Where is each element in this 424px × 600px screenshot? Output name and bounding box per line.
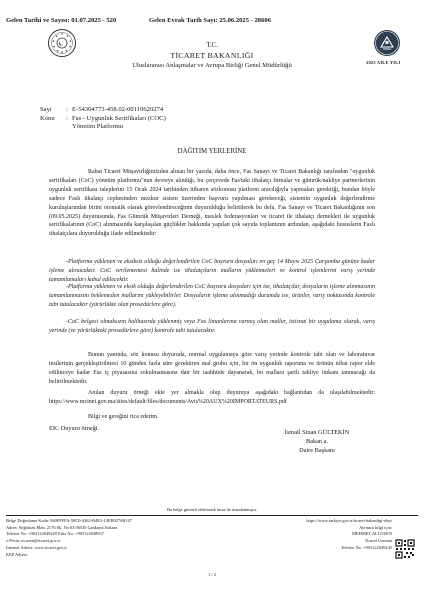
- body-bullet-3: -CoC belgesi olmaksızın halihazırda yüklenmiş veya Fas limanlarına varmış olan mallar, istisnai bir uygulama olarak, varış yerinde (ve yürürlükteki prosedürlere göre) kontrole tabi tutulacaktır.: [49, 319, 375, 334]
- address: Adres: Söğütözü Mah. 2176 Sk. No:63 06530 Çankaya/Ankara: [6, 524, 118, 530]
- contact-person: MEHMET ALİ ÖZEN: [352, 531, 392, 537]
- tc-label: T.C.: [206, 42, 218, 49]
- e-signature-note: Bu belge güvenli elektronik imza ile imzalanmıştır.: [166, 507, 258, 512]
- signatory-title: Bakan a.: [305, 438, 329, 445]
- qr-code-icon: [395, 539, 415, 559]
- verification-url[interactable]: https://www.turkiye.gov.tr/ticaret-bakanligi-ebys: [306, 518, 392, 523]
- email: e-Posta: m.ozen@ticaret.gov.tr: [6, 538, 61, 544]
- subject-value-line-2: Yönetim Platformu: [72, 123, 124, 130]
- distribution-title: DAĞITIM YERLERİNE: [177, 148, 247, 155]
- reference-number-value: E-54304773-458.02-00110620274: [72, 106, 164, 113]
- body-paragraph-1: Rabat Ticaret Müşavirliğimizden alınan bir yazıda, daha önce, Fas Sanayi ve Ticaret Bakanlığı tarafından "uygunluk sertifikaları (CoC) yönetim platformu"nun devreye alındığı, bu çerçevede Fas'taki ithalatçı firmalar ve gümrük/nakliye partnerlerinin uygunluk sertifikası taleplerini 15 Ocak 2024 tarihinden itibaren sözkonusu platform aracılığıyla yapmaları gerektiği, bundan böyle sadece Faslı ithalatçı cephesinden mezkur sistem üzerinden başvuru yapılması gerekeceği, sistemin uygunluk değerlendirme kuruluşlarından birini otomatik olarak görevlendireceğinin duyurulduğu belirtilerek bu defa, Fas Sanayi ve Ticaret Bakanlığının son (09.05.2025) duyurusunda, Fas Gümrük Müşavirleri Derneği, meslek federasyonları ve ticaret ile ithalatçı dernekleri ile uygunluk sertifikalarının (CoC) alınmasında karşılaşılan güçlükler hakkında yapılan çok sayıda toplantının ardından, aşağıdaki hususların Faslı ithalatçılara duyurulduğu ifade edilmektedir:: [49, 169, 375, 238]
- incoming-document-date-number: Gelen Evrak Tarih Sayı: 25.06.2025 - 28606: [149, 17, 271, 24]
- body-bullet-1: -Platforma yüklenen ve eksiksiz olduğu değerlendirilen CoC başvuru dosyaları en geç 14 Mayıs 2025 Çarşamba gününe kadar işleme alınacaktır. CoC verilememesi halinde ise ithalatçıların malların yükletmeleri ve kontrol işlemlerini varış yerinde tamamlamaları kabul edilecektir.: [49, 259, 375, 283]
- subject-value-line-1: Fas - Uygunluk Sertifikaları (COC): [72, 115, 166, 122]
- footer-contact-left: [6, 518, 132, 558]
- contact-phone: Telefon No: +903122049245: [341, 544, 392, 550]
- footer-divider: [6, 515, 418, 516]
- info-label: Ayrıntılı bilgi için:: [359, 524, 392, 530]
- body-paragraph-2: Bunun yanında, söz konusu duyuruda, normal uygulamaya göre varış yerinde kontrole tabi olan ve laboratuvar testlerinin gerçekleştirilmesi 10 günden fazla süre gerektiren mal grubu için, bir ön uygunluk raporuna ve ürünün nihai rapor elde edilinceye kadar Fas iç piyasasına sokulmamasına dair bir taahhüde dayanarak, bu mallara şartlı tahliye imkanı tanınacağı da belirtilmektedir.: [49, 352, 375, 385]
- contact-title: Ticaret Uzmanı: [364, 538, 392, 544]
- subject-key: Konu: [40, 115, 55, 122]
- ministry-name: TİCARET BAKANLIĞI: [170, 51, 254, 60]
- subject-row-continued: [40, 123, 340, 133]
- family-year-label: 2025 AİLE YILI: [366, 60, 401, 65]
- kep-address: KEP Adresi:: [6, 551, 28, 557]
- subject-colon: :: [66, 115, 68, 122]
- body-bullet-2: -Platforma yüklenen ve eksik olduğu değerlendirilen CoC başvuru dosyaları için ise, ithalatçılar, dosyaların işleme alınmasının tamamlanmasını beklemeden mallarını yükleyebilirler. Dosyaların işleme alınmadığı durumda ise, ürünler, varış noktasında kontrole tabi tutulacaktır (yürürlükte olan prosedürlere göre).: [49, 284, 375, 308]
- closing-line: Bilgi ve gereğini rica ederim.: [88, 414, 159, 420]
- reference-number-key: Sayı: [40, 106, 52, 113]
- signatory-name: İsmail Sinan GÜLTEKİN: [284, 429, 350, 436]
- website: İnternet Adresi: www.ticaret.gov.tr: [6, 544, 67, 550]
- directorate-name: Uluslararası Anlaşmalar ve Avrupa Birliği Genel Müdürlüğü: [132, 62, 292, 69]
- reference-number-colon: :: [66, 106, 68, 113]
- phone-fax: Telefon No: +903122049245 Faks No: +903122048637: [6, 531, 104, 537]
- attachment-note: EK: Duyuru örneği.: [49, 425, 100, 432]
- signatory-office: Daire Başkanı: [299, 447, 335, 454]
- verification-code: Belge Doğrulama Kodu: 860FFFFA-58C0-4362-B4E2-14EB0276B147: [6, 518, 132, 523]
- incoming-date-number-left: Gelen Tarihi ve Sayısı: 01.07.2025 - 520: [6, 17, 117, 24]
- body-paragraph-3: Anılan duyuru örneği ekte yer almakla olup duyuruya aşağıdaki bağlantıdan da ulaşılabilmektedir: https://www.mcinet.gov.ma/sites/default/files/documents/Avis%20AUX%20IMPORTATEURS.pdf: [49, 390, 375, 405]
- page-number: 1 / 2: [208, 572, 216, 577]
